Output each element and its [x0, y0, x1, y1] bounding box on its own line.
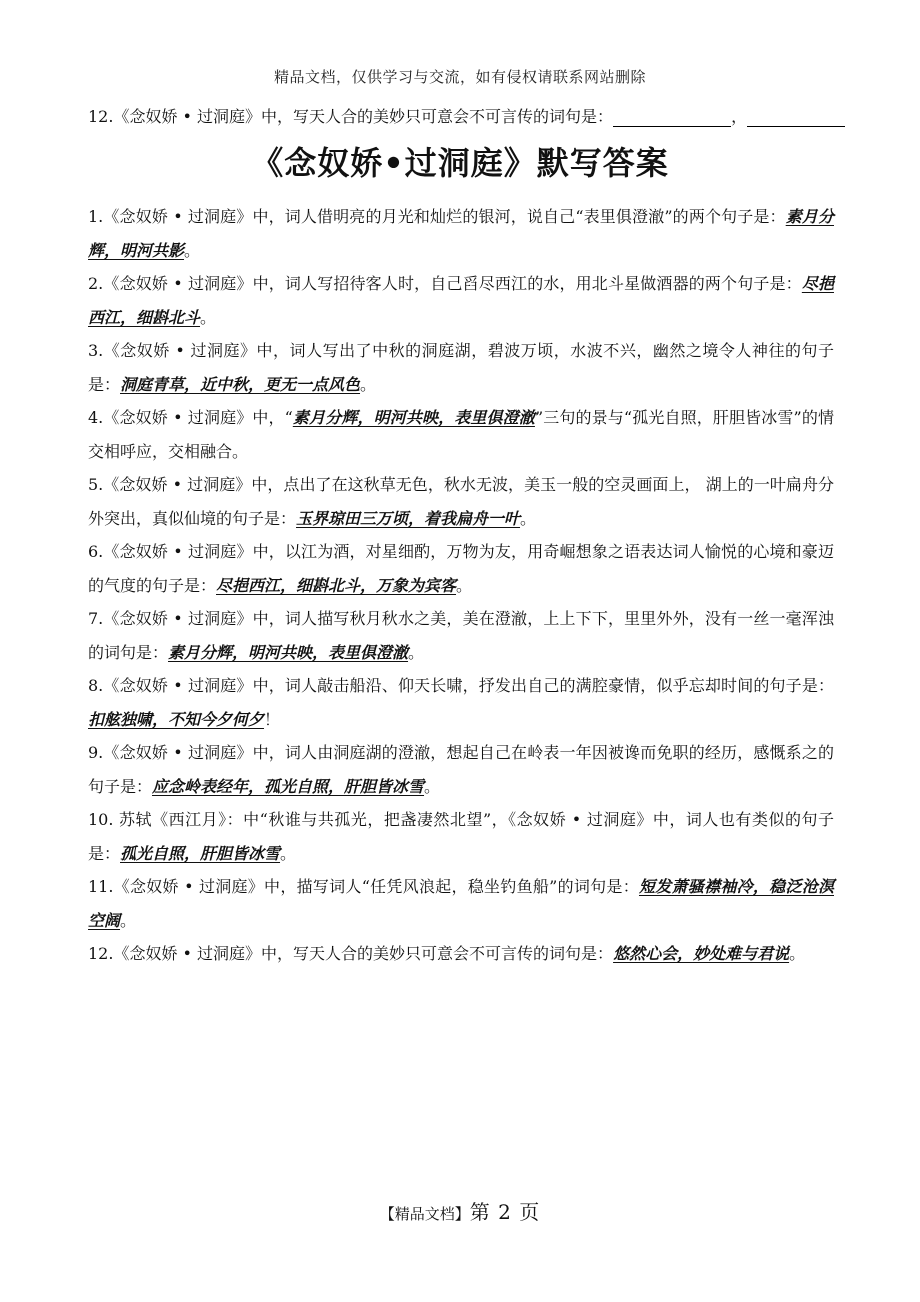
- blank-question-text: 12.《念奴娇 • 过洞庭》中，写天人合的美妙只可意会不可言传的词句是：: [88, 107, 614, 126]
- watermark-text: 精品文档，仅供学习与交流，如有侵权请联系网站删除: [273, 68, 646, 86]
- question-tail: ”三句的景与“孤光自照，肝胆皆冰雪”的情交相呼应，交相融合。: [88, 408, 835, 461]
- answer-item: [88, 267, 834, 334]
- question-text: 6.《念奴娇 • 过洞庭》中，以江为酒，对星细酌，万物为友，用奇崛想象之语表达词人愉悦的心境和豪迈的气度的句子是：: [88, 542, 834, 595]
- answer-item: [88, 535, 834, 602]
- answer-text: 素月分辉，明河共映，表里俱澄澈: [292, 408, 535, 427]
- answer-item: [88, 200, 834, 267]
- answer-text: 素月分辉，明河共影: [88, 207, 834, 260]
- question-text: 2.《念奴娇 • 过洞庭》中，词人写招待客人时，自己舀尽西江的水，用北斗星做酒器的两个句子是：: [88, 274, 802, 293]
- answer-text: 尽挹西江，细斟北斗，万象为宾客: [216, 575, 457, 595]
- question-tail: 。: [120, 910, 137, 930]
- question-tail: ！: [264, 709, 281, 729]
- answer-item: [88, 937, 834, 971]
- answer-text: 玉界琼田三万顷，着我扁舟一叶: [296, 508, 521, 528]
- page-footer: [0, 1196, 920, 1225]
- answer-item: [88, 669, 834, 736]
- answer-text: 短发萧骚襟袖冷，稳泛沧溟空阔: [88, 877, 834, 930]
- question-tail: 。: [789, 944, 806, 963]
- question-text: 4.《念奴娇 • 过洞庭》中，“: [88, 408, 293, 427]
- page-title: 《念奴娇•过洞庭》默写答案: [251, 144, 669, 182]
- question-text: 5.《念奴娇 • 过洞庭》中，点出了在这秋草无色，秋水无波，美玉一般的空灵画面上， 湖上的一叶扁舟分外突出，真似仙境的句子是：: [88, 475, 834, 528]
- answer-text: 悠然心会，妙处难与君说: [613, 944, 790, 963]
- page-number: 第 2 页: [469, 1200, 541, 1224]
- question-text: 1.《念奴娇 • 过洞庭》中，词人借明亮的月光和灿烂的银河，说自己“表里俱澄澈”的两个句子是：: [88, 207, 786, 226]
- question-tail: 。: [184, 240, 201, 260]
- answer-item: [88, 334, 834, 401]
- answer-item: [88, 468, 834, 535]
- answer-item: [88, 803, 834, 870]
- question-text: 7.《念奴娇 • 过洞庭》中，词人描写秋月秋水之美，美在澄澈，上上下下，里里外外，没有一丝一毫浑浊的词句是：: [88, 609, 834, 662]
- answer-blank-1[interactable]: [613, 110, 731, 127]
- question-tail: 。: [424, 776, 441, 796]
- question-text: 10. 苏轼《西江月》：中“秋谁与共孤光，把盏凄然北望”，《念奴娇 • 过洞庭》中，词人也有类似的句子是：: [88, 810, 834, 863]
- question-text: 12.《念奴娇 • 过洞庭》中，写天人合的美妙只可意会不可言传的词句是：: [88, 944, 614, 963]
- question-text: 11.《念奴娇 • 过洞庭》中，描写词人“任凭风浪起，稳坐钓鱼船”的词句是：: [88, 877, 639, 896]
- answer-text: 应念岭表经年，孤光自照，肝胆皆冰雪: [152, 776, 425, 796]
- answer-item: [88, 870, 834, 937]
- question-tail: 。: [520, 508, 537, 528]
- answer-item: [88, 401, 834, 468]
- answer-text: 尽挹西江，细斟北斗: [88, 274, 834, 327]
- footer-label: 【精品文档】: [379, 1205, 470, 1223]
- answer-list: [88, 200, 834, 971]
- answer-item: [88, 602, 834, 669]
- question-tail: 。: [280, 843, 297, 863]
- question-tail: 。: [360, 374, 377, 394]
- question-tail: 。: [408, 642, 425, 662]
- answer-item: [88, 736, 834, 803]
- question-text: 3.《念奴娇 • 过洞庭》中，词人写出了中秋的洞庭湖，碧波万顷，水波不兴，幽然之境令人神往的句子是：: [88, 341, 834, 394]
- answer-blank-2[interactable]: [747, 110, 845, 127]
- question-tail: 。: [456, 575, 473, 595]
- answer-text: 孤光自照，肝胆皆冰雪: [120, 843, 281, 863]
- answer-text: 素月分辉，明河共映，表里俱澄澈: [168, 642, 409, 662]
- blank-separator: ，: [731, 107, 748, 126]
- answer-text: 洞庭青草，近中秋，更无一点风色: [120, 374, 361, 394]
- question-tail: 。: [200, 307, 217, 327]
- question-text: 8.《念奴娇 • 过洞庭》中，词人敲击船沿、仰天长啸，抒发出自己的满腔豪情，似乎忘却时间的句子是：: [88, 676, 834, 695]
- question-text: 9.《念奴娇 • 过洞庭》中，词人由洞庭湖的澄澈，想起自己在岭表一年因被谗而免职的经历，感慨系之的句子是：: [88, 743, 834, 796]
- answer-text: 扣舷独啸，不知今夕何夕: [88, 709, 265, 729]
- blank-question: [88, 104, 845, 127]
